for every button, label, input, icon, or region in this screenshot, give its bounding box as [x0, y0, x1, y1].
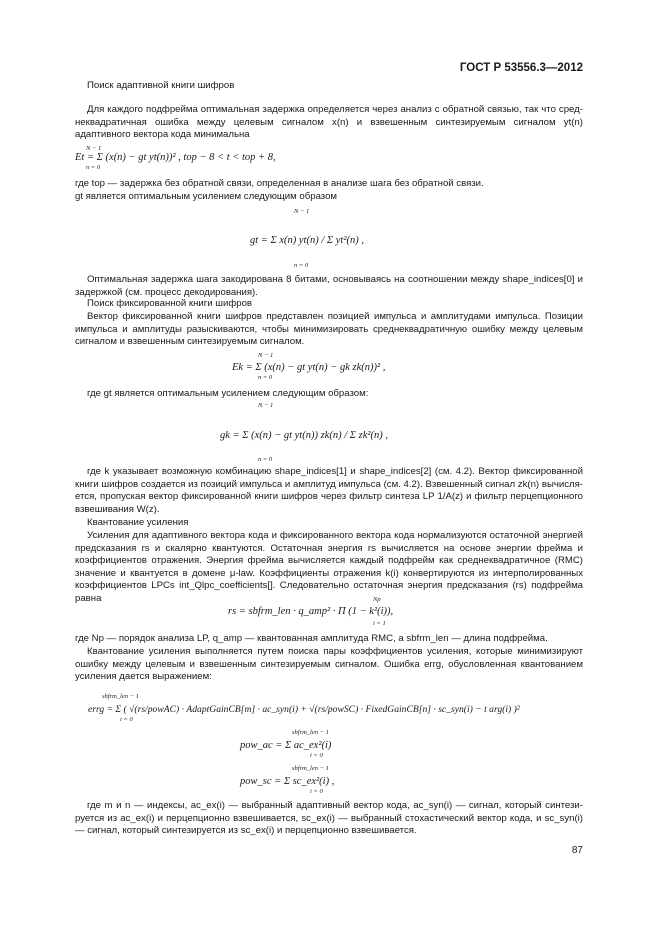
paragraph-fixed-codebook: Вектор фиксированной книги шифров представлен позицией импульса и амплитудами импульса. Позиции импульса и амплитуды разыскиваются, чтобы минимизировать среднеквадратичную ошибку между целевым сигналом и взвешенным синтезируемым сигналом. — [75, 311, 583, 348]
paragraph-np-definition: где Np — порядок анализа LP, q_amp — квантованная амплитуда RMC, а sbfrm_len — длина подфрейма. — [75, 633, 548, 644]
heading-gain-quantization: Квантование усиления — [87, 517, 189, 528]
paragraph-gain-search: Квантование усиления выполняется путем поиска пары коэффициентов усиления, которые минимизируют ошибку между целевым и взвешенным синтезируемым сигналом. Ошибка errg, обусловленная квантованием усиления дается выражением: — [75, 646, 583, 683]
paragraph-delay-encoding: Оптимальная задержка шага закодирована 8 битами, основываясь на соотношении между shape_indices[0] и задержкой (см. процесс декодирования). — [75, 274, 583, 298]
paragraph-gk-intro: где gt является оптимальным усилением следующим образом: — [87, 388, 369, 399]
paragraph-top-definition: где top — задержка без обратной связи, определенная в анализе шага без обратной связи. — [75, 178, 484, 189]
paragraph-adaptive-delay: Для каждого подфрейма оптимальная задержка определяется через анализ с обратной связью, так что среднеквадратичная ошибка между целевым сигналом x(n) и взвешенным синтезируемым сигналом yt(n) адаптивного вектора кода минимальна — [75, 104, 583, 141]
heading-fixed-codebook: Поиск фиксированной книги шифров — [87, 298, 253, 309]
heading-adaptive-codebook: Поиск адаптивной книги шифров — [87, 80, 235, 91]
formula-rs: rs = sbfrm_len · q_amp² · Π (1 − k²(i)), — [228, 606, 394, 617]
limit-n-upper-1: N − 1 — [86, 145, 102, 152]
paragraph-gain-normalization: Усиления для адаптивного вектора кода и фиксированного вектора кода нормализуются остаточной энергией предсказания rs и скалярно квантуются. Остаточная энергия rs вычисляется на основе энергии фрейма и коэффициентов отражения. Энергия фрейма вычисляется каждый подфрейм как среднеквадратичное (RMC) значение и квантуется в домене μ-law. Коэффициенты отражения k(i) конвертируются из интерполированных коэффициентов LPCs int_Qlpc_coefficients[]. Следовательно остаточная энергия предсказания (rs) подфрейма равна — [75, 530, 583, 604]
limit-n-lower-3: n = 0 — [258, 374, 273, 381]
paragraph-k-combination: где k указывает возможную комбинацию shape_indices[1] и shape_indices[2] (см. 4.2). Вектор фиксированной книги шифров создается из позиций импульса и амплитуд импульса (см. 4.2). Взвешенный сигнал zk(n) вычисляется, пропуская вектор фиксированной книги шифров через фильтр синтеза LP 1/A(z) и фильтр перцепционного взвешивания W(z). — [75, 466, 583, 515]
limit-sbfrm-upper-3: sbfrm_len − 1 — [292, 765, 329, 772]
formula-gk: gk = Σ (x(n) − gt yt(n)) zk(n) / Σ zk²(n) , — [220, 430, 388, 441]
limit-i0-2: i = 0 — [310, 752, 323, 759]
limit-sbfrm-upper-1: sbfrm_len − 1 — [102, 693, 139, 700]
formula-ek: Ek = Σ (x(n) − gt yt(n) − gk zk(n))² , — [232, 362, 386, 373]
standard-header: ГОСТ Р 53556.3—2012 — [459, 62, 583, 74]
limit-n-upper-2: N − 1 — [294, 208, 310, 215]
limit-i1-lower: i = 1 — [373, 620, 386, 627]
formula-pow-ac: pow_ac = Σ ac_ex²(i) — [240, 740, 332, 751]
formula-errg: errg = Σ ( √(rs/powAC) · AdaptGainCB[m] · ac_syn(i) + √(rs/powSC) · FixedGainCB[n] · sc_syn(i) − t arg(i) )² — [88, 704, 520, 715]
formula-et: Et = Σ (x(n) − gt yt(n))² , top − 8 < t < top + 8, — [75, 152, 276, 163]
limit-i0-3: i = 0 — [310, 788, 323, 795]
limit-n-lower-1: n = 0 — [86, 164, 101, 171]
formula-gt: gt = Σ x(n) yt(n) / Σ yt²(n) , — [250, 235, 364, 246]
limit-n-lower-2: n = 0 — [294, 262, 309, 269]
formula-pow-sc: pow_sc = Σ sc_ex²(i) , — [240, 776, 335, 787]
limit-sbfrm-upper-2: sbfrm_len − 1 — [292, 729, 329, 736]
limit-np-upper: Np — [373, 596, 381, 603]
limit-n-upper-3: N − 1 — [258, 352, 274, 359]
page-number: 87 — [571, 845, 583, 856]
limit-i0-1: i = 0 — [120, 716, 133, 723]
limit-n-lower-4: n = 0 — [258, 456, 273, 463]
limit-n-upper-4: N − 1 — [258, 402, 274, 409]
paragraph-gt-intro: gt является оптимальным усилением следующим образом — [75, 191, 338, 202]
paragraph-indices-definition: где m и n — индексы, ac_ex(i) — выбранный адаптивный вектор кода, ac_syn(i) — сигнал, который синтезируется из ac_ex(i) и перцепционно взвешивается, sc_ex(i) — выбранный стохастический вектор кода, и sc_syn(i) — сигнал, который синтезируется из sc_ex(i) и перцепционно взвешивается. — [75, 800, 583, 837]
